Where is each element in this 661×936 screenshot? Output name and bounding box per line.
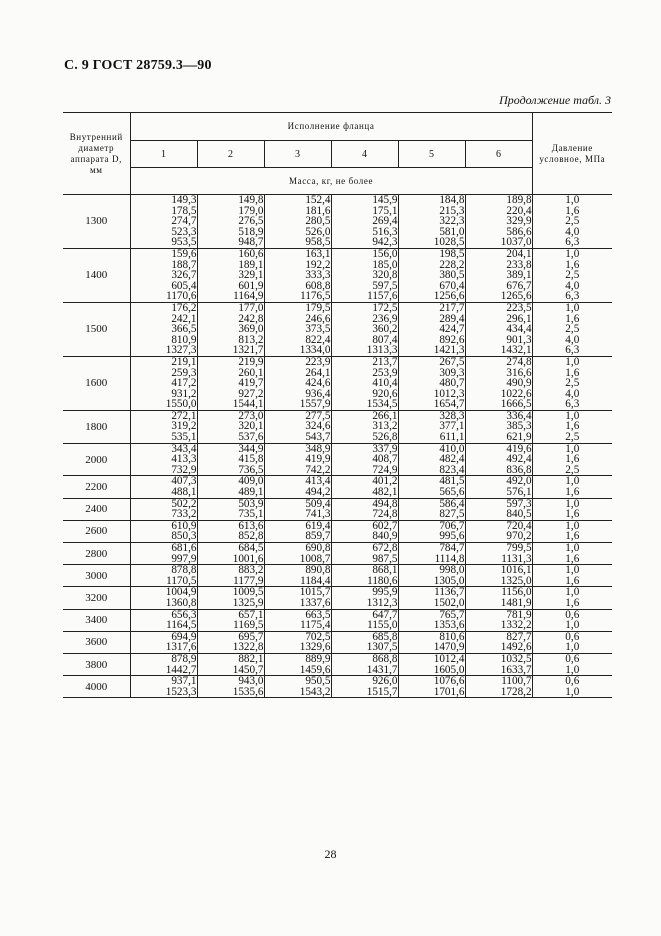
mass-cell: 401,2 482,1 [331, 476, 398, 498]
mass-cell: 267,5 309,3 480,7 1012,3 1654,7 [398, 356, 465, 410]
diameter-cell: 4000 [63, 676, 130, 698]
mass-cell: 610,9 850,3 [130, 520, 197, 542]
mass-cell: 1100,7 1728,2 [465, 676, 532, 698]
mass-cell: 272,1 319,2 535,1 [130, 410, 197, 443]
mass-cell: 145,9 175,1 269,4 516,3 942,3 [331, 195, 398, 249]
pressure-cell: 1,0 1,6 2,5 4,0 6,3 [532, 356, 612, 410]
mass-cell: 810,6 1470,9 [398, 631, 465, 653]
mass-cell: 1016,1 1325,0 [465, 565, 532, 587]
mass-cell: 502,2 733,2 [130, 498, 197, 520]
mass-cell: 149,8 179,0 276,5 518,9 948,7 [197, 195, 264, 249]
diameter-cell: 2000 [63, 443, 130, 476]
mass-cell: 663,5 1175,4 [264, 609, 331, 631]
mass-cell: 156,0 185,0 320,8 597,5 1157,6 [331, 248, 398, 302]
diameter-cell: 2800 [63, 543, 130, 565]
diameter-cell: 1400 [63, 248, 130, 302]
mass-cell: 213,7 253,9 410,4 920,6 1534,5 [331, 356, 398, 410]
mass-cell: 926,0 1515,7 [331, 676, 398, 698]
mass-cell: 597,3 840,5 [465, 498, 532, 520]
mass-cell: 1015,7 1337,6 [264, 587, 331, 609]
mass-cell: 720,4 970,2 [465, 520, 532, 542]
mass-cell: 481,5 565,6 [398, 476, 465, 498]
flange-number: 2 [197, 141, 264, 168]
table-row [63, 476, 612, 498]
table-row [63, 587, 612, 609]
mass-cell: 159,6 188,7 326,7 605,4 1170,6 [130, 248, 197, 302]
diameter-cell: 3800 [63, 653, 130, 675]
pressure-cell: 1,0 1,6 2,5 4,0 6,3 [532, 302, 612, 356]
mass-cell: 694,9 1317,6 [130, 631, 197, 653]
mass-cell: 799,5 1131,3 [465, 543, 532, 565]
mass-cell: 781,9 1332,2 [465, 609, 532, 631]
diameter-cell: 3600 [63, 631, 130, 653]
table-row [63, 609, 612, 631]
mass-cell: 509,4 741,3 [264, 498, 331, 520]
mass-cell: 890,8 1184,4 [264, 565, 331, 587]
mass-cell: 223,5 296,1 434,4 901,3 1432,1 [465, 302, 532, 356]
table-row [63, 520, 612, 542]
flange-number: 4 [331, 141, 398, 168]
mass-cell: 657,1 1169,5 [197, 609, 264, 631]
mass-cell: 177,0 242,8 369,0 813,2 1321,7 [197, 302, 264, 356]
mass-cell: 827,7 1492,6 [465, 631, 532, 653]
table-row [63, 248, 612, 302]
mass-cell: 613,6 852,8 [197, 520, 264, 542]
mass-cell: 695,7 1322,8 [197, 631, 264, 653]
mass-cell: 684,5 1001,6 [197, 543, 264, 565]
mass-cell: 868,1 1180,6 [331, 565, 398, 587]
mass-cell: 656,3 1164,5 [130, 609, 197, 631]
pressure-cell: 0,6 1,0 [532, 631, 612, 653]
mass-cell: 149,3 178,5 274,7 523,3 953,5 [130, 195, 197, 249]
mass-cell: 328,3 377,1 611,1 [398, 410, 465, 443]
pressure-cell: 1,0 1,6 2,5 4,0 6,3 [532, 195, 612, 249]
diameter-cell: 3000 [63, 565, 130, 587]
mass-cell: 413,4 494,2 [264, 476, 331, 498]
header-diameter: Внутренний диаметр аппарата D, мм [63, 113, 130, 195]
flange-number: 6 [465, 141, 532, 168]
mass-cell: 273,0 320,1 537,6 [197, 410, 264, 443]
pressure-cell: 0,6 1,0 [532, 609, 612, 631]
mass-cell: 409,0 489,1 [197, 476, 264, 498]
mass-cell: 219,9 260,1 419,7 927,2 1544,1 [197, 356, 264, 410]
document-title: С. 9 ГОСТ 28759.3—90 [64, 58, 212, 73]
mass-cell: 1032,5 1633,7 [465, 653, 532, 675]
table-row [63, 410, 612, 443]
flange-mass-table [63, 112, 612, 698]
mass-cell: 943,0 1535,6 [197, 676, 264, 698]
mass-caption: Масса, кг, не более [130, 168, 532, 195]
pressure-cell: 1,0 1,6 2,5 [532, 410, 612, 443]
mass-cell: 223,9 264,1 424,6 936,4 1557,9 [264, 356, 331, 410]
mass-cell: 1136,7 1502,0 [398, 587, 465, 609]
mass-cell: 685,8 1307,5 [331, 631, 398, 653]
mass-cell: 407,3 488,1 [130, 476, 197, 498]
pressure-cell: 1,0 1,6 [532, 565, 612, 587]
mass-cell: 266,1 313,2 526,8 [331, 410, 398, 443]
table-row [63, 356, 612, 410]
diameter-cell: 2600 [63, 520, 130, 542]
pressure-cell: 1,0 1,6 [532, 476, 612, 498]
pressure-cell: 0,6 1,0 [532, 676, 612, 698]
table-row [63, 565, 612, 587]
diameter-cell: 1500 [63, 302, 130, 356]
mass-cell: 998,0 1305,0 [398, 565, 465, 587]
table-row [63, 653, 612, 675]
pressure-cell: 1,0 1,6 [532, 498, 612, 520]
mass-cell: 336,4 385,3 621,9 [465, 410, 532, 443]
mass-cell: 681,6 997,9 [130, 543, 197, 565]
diameter-cell: 3200 [63, 587, 130, 609]
table-row [63, 443, 612, 476]
mass-cell: 995,9 1312,3 [331, 587, 398, 609]
pressure-cell: 1,0 1,6 [532, 520, 612, 542]
pressure-cell: 1,0 1,6 [532, 587, 612, 609]
mass-cell: 176,2 242,1 366,5 810,9 1327,3 [130, 302, 197, 356]
mass-cell: 184,8 215,3 322,3 581,0 1028,5 [398, 195, 465, 249]
pressure-cell: 0,6 1,0 [532, 653, 612, 675]
mass-cell: 1012,4 1605,0 [398, 653, 465, 675]
mass-cell: 217,7 289,4 424,7 892,6 1421,3 [398, 302, 465, 356]
mass-cell: 602,7 840,9 [331, 520, 398, 542]
flange-number: 3 [264, 141, 331, 168]
mass-cell: 883,2 1177,9 [197, 565, 264, 587]
flange-number: 5 [398, 141, 465, 168]
mass-cell: 672,8 987,5 [331, 543, 398, 565]
mass-cell: 163,1 192,2 333,3 608,8 1176,5 [264, 248, 331, 302]
mass-cell: 706,7 995,6 [398, 520, 465, 542]
mass-cell: 494,8 724,8 [331, 498, 398, 520]
table-row [63, 631, 612, 653]
header-flange-type: Исполнение фланца [130, 113, 532, 141]
mass-cell: 348,9 419,9 742,2 [264, 443, 331, 476]
pressure-cell: 1,0 1,6 [532, 543, 612, 565]
mass-cell: 1156,0 1481,9 [465, 587, 532, 609]
mass-cell: 878,9 1442,7 [130, 653, 197, 675]
mass-cell: 1076,6 1701,6 [398, 676, 465, 698]
mass-cell: 204,1 233,8 389,1 676,7 1265,6 [465, 248, 532, 302]
mass-cell: 702,5 1329,6 [264, 631, 331, 653]
mass-cell: 337,9 408,7 724,9 [331, 443, 398, 476]
mass-cell: 619,4 859,7 [264, 520, 331, 542]
mass-cell: 1009,5 1325,9 [197, 587, 264, 609]
pressure-cell: 1,0 1,6 2,5 [532, 443, 612, 476]
diameter-cell: 1800 [63, 410, 130, 443]
mass-cell: 882,1 1450,7 [197, 653, 264, 675]
mass-cell: 172,5 236,9 360,2 807,4 1313,3 [331, 302, 398, 356]
mass-cell: 277,5 324,6 543,7 [264, 410, 331, 443]
diameter-cell: 3400 [63, 609, 130, 631]
mass-cell: 274,8 316,6 490,9 1022,6 1666,5 [465, 356, 532, 410]
mass-cell: 179,5 246,6 373,5 822,4 1334,0 [264, 302, 331, 356]
mass-cell: 647,7 1155,0 [331, 609, 398, 631]
table-row [63, 543, 612, 565]
mass-cell: 586,4 827,5 [398, 498, 465, 520]
mass-cell: 344,9 415,8 736,5 [197, 443, 264, 476]
mass-cell: 189,8 220,4 329,9 586,6 1037,0 [465, 195, 532, 249]
mass-cell: 343,4 413,3 732,9 [130, 443, 197, 476]
table-row [63, 676, 612, 698]
mass-cell: 1004,9 1360,8 [130, 587, 197, 609]
mass-cell: 878,8 1170,5 [130, 565, 197, 587]
table-row [63, 302, 612, 356]
header-pressure: Давление условное, МПа [532, 113, 612, 195]
flange-number: 1 [130, 141, 197, 168]
mass-cell: 690,8 1008,7 [264, 543, 331, 565]
mass-cell: 868,8 1431,7 [331, 653, 398, 675]
table-row [63, 498, 612, 520]
diameter-cell: 1300 [63, 195, 130, 249]
mass-cell: 889,9 1459,6 [264, 653, 331, 675]
mass-cell: 765,7 1353,6 [398, 609, 465, 631]
mass-cell: 492,0 576,1 [465, 476, 532, 498]
table-continuation-label: Продолжение табл. 3 [499, 93, 611, 107]
diameter-cell: 1600 [63, 356, 130, 410]
mass-cell: 152,4 181,6 280,5 526,0 958,5 [264, 195, 331, 249]
mass-cell: 950,5 1543,2 [264, 676, 331, 698]
mass-cell: 219,1 259,3 417,2 931,2 1550,0 [130, 356, 197, 410]
page-number: 28 [324, 847, 337, 861]
mass-cell: 419,6 492,4 836,8 [465, 443, 532, 476]
pressure-cell: 1,0 1,6 2,5 4,0 6,3 [532, 248, 612, 302]
mass-cell: 503,9 735,1 [197, 498, 264, 520]
mass-cell: 160,6 189,1 329,1 601,9 1164,9 [197, 248, 264, 302]
mass-cell: 198,5 228,2 380,5 670,4 1256,6 [398, 248, 465, 302]
mass-cell: 410,0 482,4 823,4 [398, 443, 465, 476]
diameter-cell: 2400 [63, 498, 130, 520]
table-row [63, 195, 612, 249]
diameter-cell: 2200 [63, 476, 130, 498]
mass-cell: 937,1 1523,3 [130, 676, 197, 698]
mass-cell: 784,7 1114,8 [398, 543, 465, 565]
